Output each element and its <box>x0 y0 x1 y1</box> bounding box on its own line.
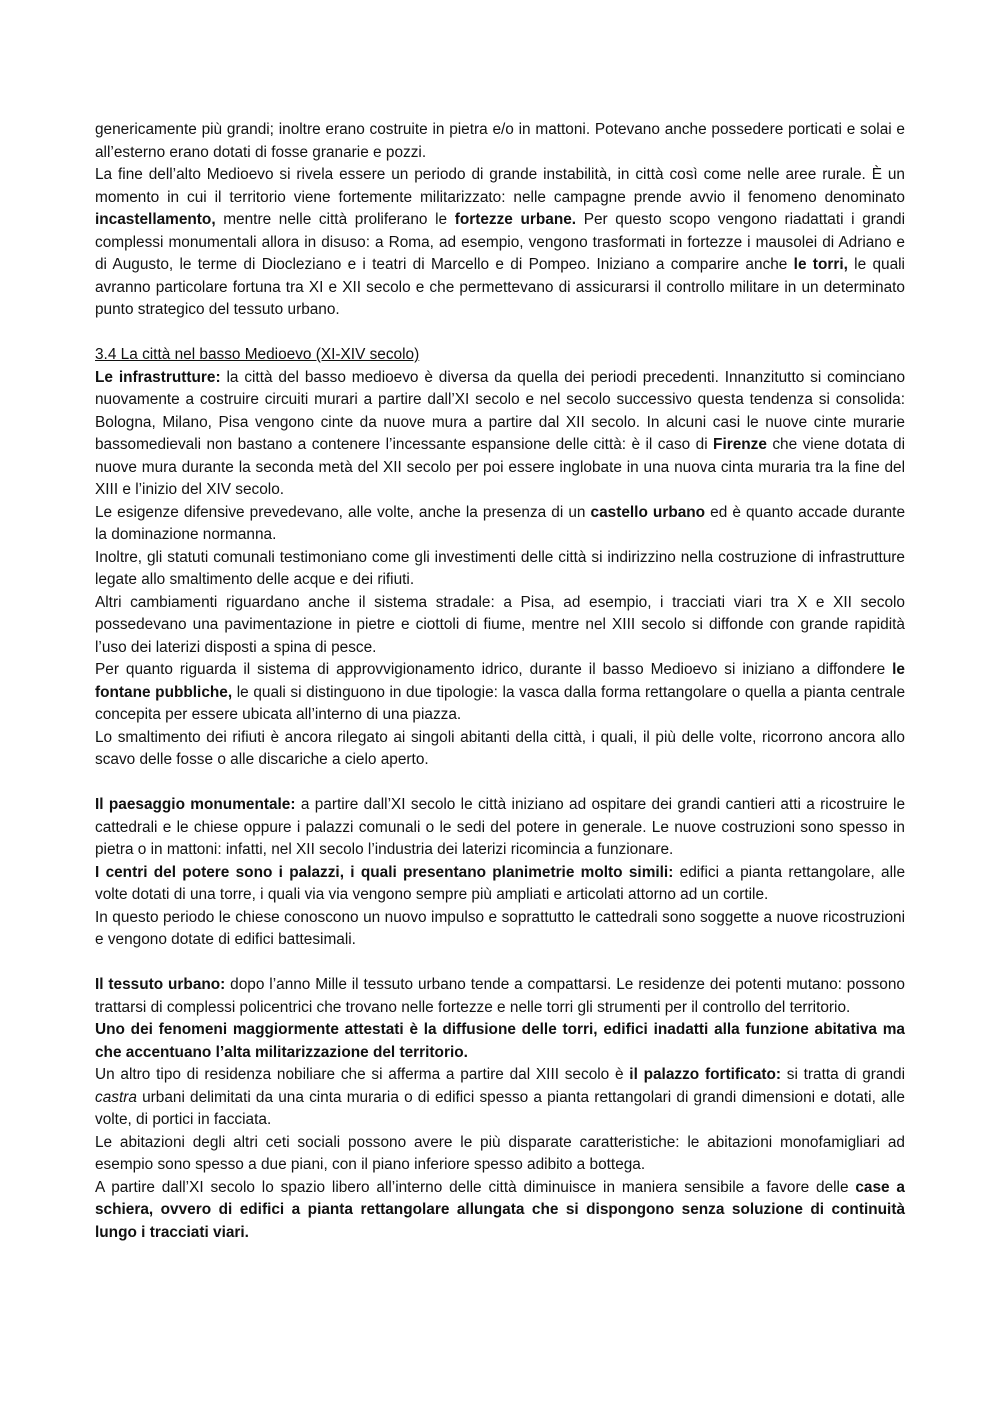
text-run: In questo periodo le chiese conoscono un nuovo impulso e soprattutto le cattedrali sono soggette a nuove ricostruzioni e vengono dotate di edifici battesimali. <box>95 908 905 948</box>
paragraph-late-early-middle-ages <box>95 164 905 322</box>
paragraph-torri <box>95 1019 905 1064</box>
text-run: Le abitazioni degli altri ceti sociali possono avere le più disparate caratteristiche: le abitazioni monofamigliari ad esempio sono spesso a due piani, con il piano inferiore spesso adibito a bottega. <box>95 1133 905 1173</box>
text-run: ed è quanto accade durante la dominazione normanna. <box>95 503 906 543</box>
text-run: Lo smaltimento dei rifiuti è ancora rilegato ai singoli abitanti della città, i quali, il più delle volte, ricorrono ancora allo scavo delle fosse o alle discariche a cielo aperto. <box>95 728 905 768</box>
bold-heading-paesaggio-monumentale: Il paesaggio monumentale: <box>95 796 296 813</box>
paragraph-tessuto-urbano <box>95 974 905 1019</box>
paragraph-chiese <box>95 907 905 952</box>
text-run: che viene dotata di nuove mura durante la seconda metà del XII secolo per poi essere inglobate in una nuova cinta muraria tra la fine del XIII e l’inizio del XIV secolo. <box>95 436 905 498</box>
text-run: Un altro tipo di residenza nobiliare che si afferma a partire dal XIII secolo è <box>95 1066 630 1083</box>
bold-statement-case-a-schiera: case a schiera, ovvero di edifici a pianta rettangolare allungata che si dispongono senza soluzione di continuità lungo i tracciati viari. <box>95 1178 905 1241</box>
text-run: Per quanto riguarda il sistema di approvvigionamento idrico, durante il basso Medioevo si iniziano a diffondere <box>95 661 893 678</box>
text-run: dopo l’anno Mille il tessuto urbano tende a compattarsi. Le residenze dei potenti mutano: possono trattarsi di complessi policentrici che trovano nelle fortezze e nelle torri gli strumenti per il controllo del territorio. <box>95 976 905 1016</box>
text-run: La fine dell’alto Medioevo si rivela essere un periodo di grande instabilità, in città così come nelle aree rurale. È un momento in cui il territorio viene fortemente militarizzato: nelle campagne prende avvio il fenomeno denominato <box>95 166 905 206</box>
bold-term-le-torri: le torri, <box>793 256 848 273</box>
text-run: edifici a pianta rettangolare, alle volte dotati di una torre, i quali via via vengono sempre più ampliati e articolati attorno ad un cortile. <box>95 863 906 903</box>
paragraph-gap <box>95 322 905 345</box>
paragraph-centri-potere <box>95 862 905 907</box>
paragraph-sistema-stradale <box>95 592 905 660</box>
bold-term-palazzo-fortificato: il palazzo fortificato: <box>629 1066 782 1083</box>
paragraph-gap <box>95 952 905 975</box>
paragraph-statuti <box>95 547 905 592</box>
italic-term-castra: castra <box>95 1088 137 1106</box>
paragraph-infrastrutture <box>95 367 905 502</box>
bold-statement-centri-potere: I centri del potere sono i palazzi, i quali presentano planimetrie molto simili: <box>95 863 674 881</box>
bold-term-fontane-pubbliche: le fontane pubbliche, <box>95 661 905 701</box>
text-run: la città del basso medioevo è diversa da quella dei periodi precedenti. Innanzitutto si cominciano nuovamente a costruire circuiti murari a partire dall’XI secolo e nel secolo successivo questa tendenza si consolida: Bologna, Milano, Pisa vengono cinte da nuove mura a partire dal XII secolo. In alcuni casi le nuove cinte murarie bassomedievali non bastano a contenere l’incessante espansione delle città: è il caso di <box>95 368 905 453</box>
bold-term-incastellamento: incastellamento, <box>95 211 216 228</box>
text-run: mentre nelle città proliferano le <box>215 211 455 228</box>
text-run: urbani delimitati da una cinta muraria o di edifici spesso a pianta rettangolari di grandi dimensioni e dotati, alle volte, di portici in facciata. <box>95 1088 905 1128</box>
paragraph-houses-continuation <box>95 119 905 164</box>
text-run: A partire dall’XI secolo lo spazio libero all’interno delle città diminuisce in maniera sensibile a favore delle <box>95 1178 856 1196</box>
section-title: 3.4 La città nel basso Medioevo (XI-XIV secolo) <box>95 346 420 363</box>
paragraph-paesaggio-monumentale <box>95 794 905 862</box>
text-run: genericamente più grandi; inoltre erano costruite in pietra e/o in mattoni. Potevano anche possedere porticati e solai e all’esterno erano dotati di fosse granarie e pozzi. <box>95 121 905 161</box>
text-run: Per questo scopo vengono riadattati i grandi complessi monumentali allora in disuso: a Roma, ad esempio, vengono trasformati in fortezze i mausolei di Adriano e di Augusto, le terme di Diocleziano e i teatri di Marcello e di Pompeo. Iniziano a comparire anche <box>95 211 905 273</box>
text-run: a partire dall’XI secolo le città iniziano ad ospitare dei grandi cantieri atti a ricostruire le cattedrali e le chiese oppure i palazzi comunali o le sedi del potere in generale. Le nuove costruzioni sono spesso in pietra o in mattoni: infatti, nel XII secolo l’industria dei laterizi ricomincia a funzionare. <box>95 796 906 858</box>
paragraph-fontane <box>95 659 905 727</box>
bold-heading-infrastrutture: Le infrastrutture: <box>95 368 221 386</box>
text-run: Altri cambiamenti riguardano anche il sistema stradale: a Pisa, ad esempio, i tracciati viari tra X e XII secolo possedevano una pavimentazione in pietre e ciottoli di fiume, mentre nel XIII secolo si diffonde con grande rapidità l’uso dei laterizi disposti a spina di pesce. <box>95 593 905 656</box>
bold-term-firenze: Firenze <box>713 436 767 453</box>
bold-term-fortezze-urbane: fortezze urbane. <box>454 211 577 228</box>
paragraph-case-a-schiera <box>95 1177 905 1245</box>
document-page <box>95 119 905 1244</box>
paragraph-abitazioni <box>95 1132 905 1177</box>
paragraph-gap <box>95 772 905 795</box>
text-run: si tratta di grandi <box>781 1066 905 1083</box>
text-run: le quali avranno particolare fortuna tra XI e XII secolo e che permettevano di assicurarsi il controllo militare in un determinato punto strategico del tessuto urbano. <box>95 256 905 318</box>
text-run: le quali si distinguono in due tipologie: la vasca dalla forma rettangolare o quella a pianta centrale concepita per essere ubicata all’interno di una piazza. <box>95 683 906 723</box>
paragraph-castello-urbano <box>95 502 905 547</box>
bold-term-castello-urbano: castello urbano <box>590 503 706 521</box>
bold-heading-tessuto-urbano: Il tessuto urbano: <box>95 976 226 993</box>
paragraph-rifiuti <box>95 727 905 772</box>
text-run: Inoltre, gli statuti comunali testimoniano come gli investimenti delle città si indirizzino nella costruzione di infrastrutture legate allo smaltimento delle acque e dei rifiuti. <box>95 548 905 588</box>
bold-statement-torri: Uno dei fenomeni maggiormente attestati è la diffusione delle torri, edifici inadatti alla funzione abitativa ma che accentuano l’alta militarizzazione del territorio. <box>95 1021 905 1061</box>
paragraph-palazzo-fortificato <box>95 1064 905 1132</box>
text-run: Le esigenze difensive prevedevano, alle volte, anche la presenza di un <box>95 503 591 521</box>
